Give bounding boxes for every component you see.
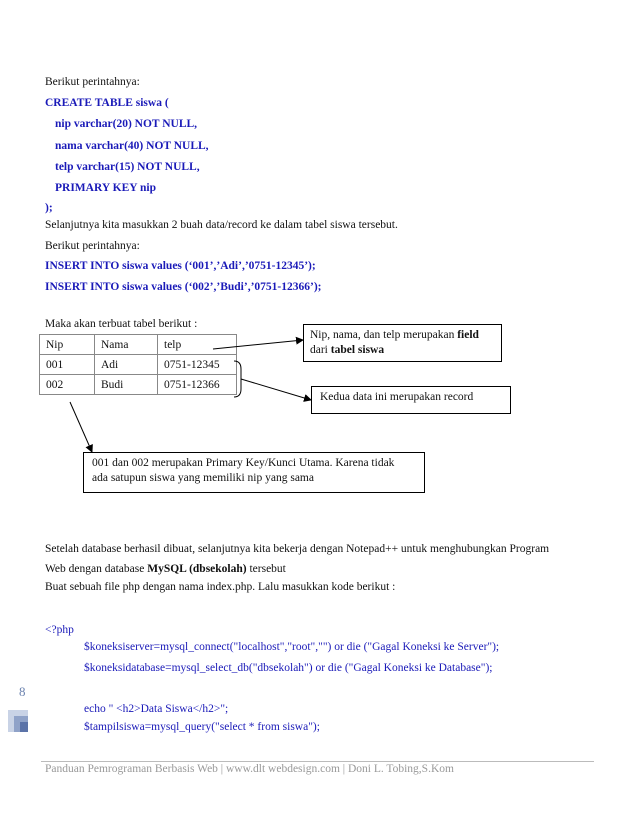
- sql-create-line: PRIMARY KEY nip: [55, 182, 156, 194]
- code-line: $koneksiserver=mysql_connect("localhost","root","") or die ("Gagal Koneksi ke Server");: [84, 641, 500, 653]
- table-cell: 0751-12345: [158, 355, 237, 375]
- sql-insert-line: INSERT INTO siswa values (‘002’,’Budi’,’0751-12366’);: [45, 281, 322, 293]
- body-text: [45, 562, 286, 576]
- code-line: $koneksidatabase=mysql_select_db("dbsekolah") or die ("Gagal Koneksi ke Database");: [84, 662, 493, 674]
- callout-text: ada satupun siswa yang memiliki nip yang sama: [92, 472, 314, 484]
- intro-text: Berikut perintahnya:: [45, 76, 140, 88]
- record-arrow: [241, 379, 311, 400]
- sql-create-line: nip varchar(20) NOT NULL,: [55, 118, 198, 130]
- table-cell: 001: [40, 355, 95, 375]
- sql-insert-line: INSERT INTO siswa values (‘001’,’Adi’,’0751-12345’);: [45, 260, 316, 272]
- body-text: Setelah database berhasil dibuat, selanjutnya kita bekerja dengan Notepad++ untuk menghubungkan Program: [45, 543, 550, 555]
- record-bracket: [234, 361, 241, 397]
- callout-text: Nip, nama, dan telp merupakan: [310, 329, 458, 341]
- body-text-part: Web dengan database: [45, 563, 148, 575]
- page-footer: Panduan Pemrograman Berbasis Web | www.dlt webdesign.com | Doni L. Tobing,S.Kom: [45, 763, 454, 775]
- sql-create-line: );: [45, 202, 53, 214]
- body-text: Maka akan terbuat tabel berikut :: [45, 318, 198, 330]
- body-text: Selanjutnya kita masukkan 2 buah data/record ke dalam tabel siswa tersebut.: [45, 219, 398, 231]
- page-number: 8: [19, 684, 26, 699]
- body-text: Berikut perintahnya:: [45, 240, 140, 252]
- field-callout: [303, 324, 502, 362]
- table-cell: 002: [40, 375, 95, 395]
- page-corner-decoration: [4, 704, 36, 738]
- body-text-emphasis: MySQL (dbsekolah): [147, 563, 247, 575]
- table-header-cell: telp: [158, 335, 237, 355]
- callout-text: dari: [310, 344, 331, 356]
- callout-emphasis: field: [457, 329, 479, 341]
- callout-emphasis: tabel siswa: [330, 344, 385, 356]
- sql-create-line: CREATE TABLE siswa (: [45, 97, 169, 109]
- primary-key-callout: [83, 452, 425, 493]
- sql-create-line: telp varchar(15) NOT NULL,: [55, 161, 200, 173]
- table-header-cell: Nama: [95, 335, 158, 355]
- record-callout: [311, 386, 511, 414]
- code-line: <?php: [45, 624, 74, 636]
- footer-divider: [41, 761, 594, 762]
- callout-text: 001 dan 002 merupakan Primary Key/Kunci Utama. Karena tidak: [92, 457, 395, 469]
- code-line: echo " <h2>Data Siswa</h2>";: [84, 703, 229, 715]
- table-cell: 0751-12366: [158, 375, 237, 395]
- body-text-part: tersebut: [246, 563, 286, 575]
- callout-text: Kedua data ini merupakan record: [320, 391, 474, 403]
- body-text: Buat sebuah file php dengan nama index.php. Lalu masukkan kode berikut :: [45, 581, 396, 593]
- code-line: $tampilsiswa=mysql_query("select * from siswa");: [84, 721, 320, 733]
- table-cell: Budi: [95, 375, 158, 395]
- table-header-cell: Nip: [40, 335, 95, 355]
- field-arrow: [213, 340, 303, 349]
- sql-create-line: nama varchar(40) NOT NULL,: [55, 140, 209, 152]
- pk-arrow: [70, 402, 92, 452]
- table-cell: Adi: [95, 355, 158, 375]
